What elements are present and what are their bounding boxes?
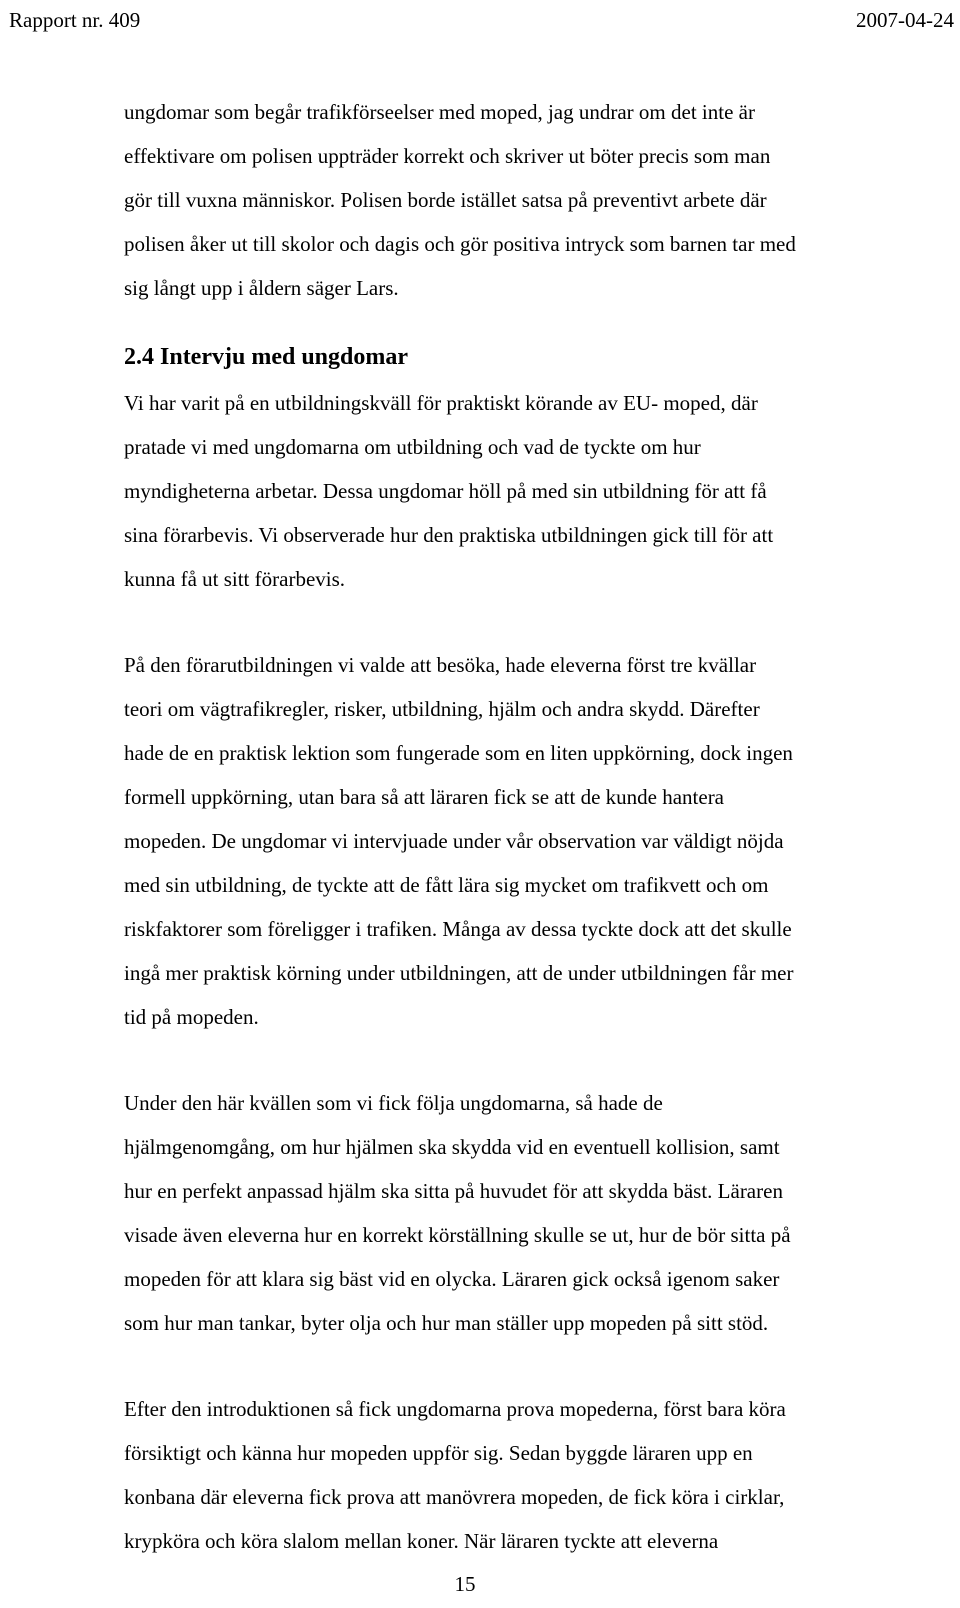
page-body: [124, 90, 944, 1563]
text-line: hur en perfekt anpassad hjälm ska sitta på huvudet för att skydda bäst. Läraren: [124, 1179, 783, 1203]
paragraph-2: [124, 381, 944, 601]
text-line: Efter den introduktionen så fick ungdomarna prova mopederna, först bara köra: [124, 1397, 786, 1421]
spacer: [124, 1345, 944, 1387]
spacer: [124, 1039, 944, 1081]
text-line: mopeden. De ungdomar vi intervjuade under vår observation var väldigt nöjda: [124, 829, 784, 853]
text-line: krypköra och köra slalom mellan koner. När läraren tyckte att eleverna: [124, 1529, 719, 1553]
text-line: ingå mer praktisk körning under utbildningen, att de under utbildningen får mer: [124, 961, 794, 985]
text-line: sig långt upp i åldern säger Lars.: [124, 276, 399, 300]
text-line: hjälmgenomgång, om hur hjälmen ska skydda vid en eventuell kollision, samt: [124, 1135, 780, 1159]
text-line: visade även eleverna hur en korrekt körställning skulle se ut, hur de bör sitta på: [124, 1223, 791, 1247]
text-line: Under den här kvällen som vi fick följa ungdomarna, så hade de: [124, 1091, 663, 1115]
text-line: effektivare om polisen uppträder korrekt och skriver ut böter precis som man: [124, 144, 771, 168]
text-line: försiktigt och känna hur mopeden uppför sig. Sedan byggde läraren upp en: [124, 1441, 753, 1465]
spacer: [124, 601, 944, 643]
text-line: På den förarutbildningen vi valde att besöka, hade eleverna först tre kvällar: [124, 653, 757, 677]
paragraph-3: [124, 643, 944, 1039]
text-line: konbana där eleverna fick prova att manövrera mopeden, de fick köra i cirklar,: [124, 1485, 785, 1509]
paragraph-5: [124, 1387, 944, 1563]
text-line: sina förarbevis. Vi observerade hur den praktiska utbildningen gick till för att: [124, 523, 774, 547]
text-line: formell uppkörning, utan bara så att läraren fick se att de kunde hantera: [124, 785, 725, 809]
text-line: pratade vi med ungdomarna om utbildning och vad de tyckte om hur: [124, 435, 701, 459]
report-date: 2007-04-24: [856, 8, 954, 32]
paragraph-1: [124, 90, 944, 310]
text-line: ungdomar som begår trafikförseelser med moped, jag undrar om det inte är: [124, 100, 755, 124]
spacer: [124, 310, 944, 337]
paragraph-4: [124, 1081, 944, 1345]
text-line: teori om vägtrafikregler, risker, utbildning, hjälm och andra skydd. Därefter: [124, 697, 760, 721]
text-line: med sin utbildning, de tyckte att de fått lära sig mycket om trafikvett och om: [124, 873, 769, 897]
text-line: hade de en praktisk lektion som fungerade som en liten uppkörning, dock ingen: [124, 741, 793, 765]
text-line: Vi har varit på en utbildningskväll för praktiskt körande av EU- moped, där: [124, 391, 758, 415]
page-number: 15: [454, 1572, 476, 1596]
report-number: Rapport nr. 409: [9, 8, 141, 32]
section-heading: 2.4 Intervju med ungdomar: [124, 344, 409, 370]
text-line: kunna få ut sitt förarbevis.: [124, 567, 346, 591]
text-line: som hur man tankar, byter olja och hur man ställer upp mopeden på sitt stöd.: [124, 1311, 769, 1335]
text-line: mopeden för att klara sig bäst vid en olycka. Läraren gick också igenom saker: [124, 1267, 780, 1291]
text-line: polisen åker ut till skolor och dagis och gör positiva intryck som barnen tar med: [124, 232, 796, 256]
text-line: gör till vuxna människor. Polisen borde istället satsa på preventivt arbete där: [124, 188, 767, 212]
text-line: tid på mopeden.: [124, 1005, 259, 1029]
text-line: myndigheterna arbetar. Dessa ungdomar höll på med sin utbildning för att få: [124, 479, 767, 503]
page-header: [0, 6, 960, 34]
text-line: riskfaktorer som föreligger i trafiken. Många av dessa tyckte dock att det skulle: [124, 917, 792, 941]
